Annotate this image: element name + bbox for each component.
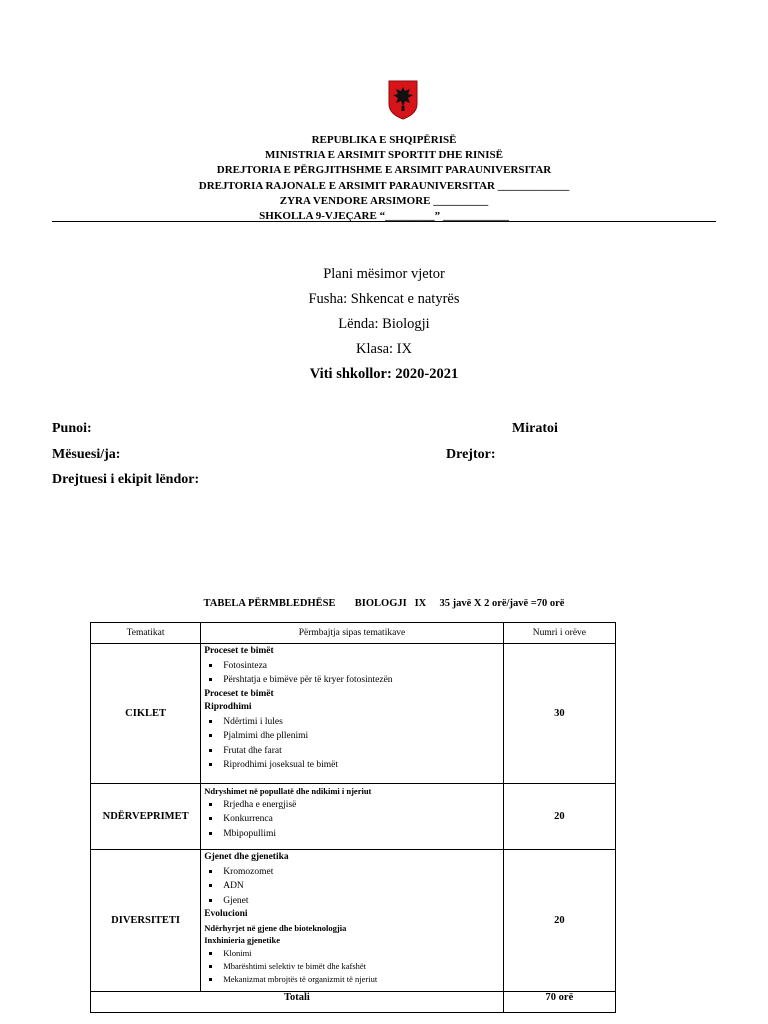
coat-of-arms-icon: [388, 80, 418, 120]
summary-table-title: [0, 598, 768, 609]
content-heading: Proceset te bimët: [204, 688, 274, 699]
content-heading: Ndërhyrjet në gjene dhe bioteknologjia: [204, 922, 347, 933]
hours-cell: 20: [503, 784, 615, 850]
content-cell: [201, 644, 504, 784]
subject-title: Lënda: Biologji: [338, 316, 430, 332]
field-title: Fusha: Shkencat e natyrës: [308, 291, 460, 307]
hours-cell: 20: [503, 850, 615, 992]
list-item: Konkurrenca: [206, 812, 500, 827]
plan-title: Plani mësimor vjetor: [323, 266, 445, 282]
list-item: Mbipopullimi: [206, 827, 500, 842]
list-item: Frutat dhe farat: [206, 744, 500, 759]
signature-teacher: Mësuesi/ja:: [52, 447, 121, 462]
list-item: Mbarështimi selektiv te bimët dhe kafshët: [206, 960, 500, 973]
header-divider: [52, 221, 716, 222]
content-list: [204, 798, 500, 842]
table-row: [91, 850, 616, 992]
summary-formula: 35 javë X 2 orë/javë =70 orë: [439, 598, 565, 609]
content-heading: Riprodhimi: [204, 702, 252, 712]
list-item: Fotosinteza: [206, 659, 500, 674]
signature-team-leader: Drejtuesi i ekipit lëndor:: [52, 472, 200, 487]
content-list: [204, 865, 500, 909]
institution-header: [0, 133, 768, 224]
signature-miratoi: Miratoi: [512, 421, 558, 436]
list-item: Gjenet: [206, 894, 500, 909]
content-cell: [201, 784, 504, 850]
list-item: Kromozomet: [206, 865, 500, 880]
table-row: [91, 644, 616, 784]
hours-cell: 30: [503, 644, 615, 784]
content-heading: Gjenet dhe gjenetika: [204, 852, 289, 862]
list-item: Rrjedha e energjisë: [206, 798, 500, 813]
list-item: Klonimi: [206, 947, 500, 960]
header-topics: Tematikat: [91, 623, 201, 644]
content-list: [204, 947, 500, 986]
list-item: Përshtatja e bimëve për të kryer fotosintezën: [206, 673, 500, 688]
table-total-row: [91, 992, 616, 1013]
header-line-regional-directorate: DREJTORIA RAJONALE E ARSIMIT PARAUNIVERSITAR _____________: [198, 179, 570, 192]
content-list: [204, 715, 500, 773]
topic-cell: CIKLET: [91, 644, 201, 784]
signature-director: Drejtor:: [446, 447, 496, 462]
class-title: Klasa: IX: [356, 341, 412, 357]
list-item: Ndërtimi i lules: [206, 715, 500, 730]
header-line-general-directorate: DREJTORIA E PËRGJITHSHME E ARSIMIT PARAUNIVERSITAR: [216, 164, 552, 177]
header-line-local-office: ZYRA VENDORE ARSIMORE __________: [279, 194, 489, 207]
content-heading: Inxhinieria gjenetike: [204, 935, 280, 945]
header-line-ministry: MINISTRIA E ARSIMIT SPORTIT DHE RINISË: [265, 149, 503, 162]
plan-title-block: [0, 262, 768, 387]
school-year-title: Viti shkollor: 2020-2021: [309, 366, 459, 382]
header-line-republic: REPUBLIKA E SHQIPËRISË: [311, 134, 457, 146]
table-row: [91, 784, 616, 850]
list-item: ADN: [206, 879, 500, 894]
total-hours: 70 orë: [503, 992, 615, 1013]
signature-punoi: Punoi:: [52, 421, 92, 436]
table-header-row: [91, 623, 616, 644]
header-line-school: SHKOLLA 9-VJEÇARE “_________” ____________: [259, 210, 509, 223]
total-label: Totali: [91, 992, 504, 1013]
content-heading: Proceset te bimët: [204, 646, 274, 656]
content-heading: Evolucioni: [204, 909, 248, 919]
list-item: Riprodhimi joseksual te bimët: [206, 758, 500, 773]
topic-cell: NDËRVEPRIMET: [91, 784, 201, 850]
list-item: Pjalmimi dhe pllenimi: [206, 729, 500, 744]
list-item: Mekanizmat mbrojtës të organizmit të njeriut: [206, 973, 500, 986]
content-list: [204, 659, 500, 688]
content-cell: [201, 850, 504, 992]
summary-subject: BIOLOGJI IX: [354, 598, 427, 609]
summary-title-text: TABELA PËRMBLEDHËSE: [203, 598, 336, 609]
topic-cell: DIVERSITETI: [91, 850, 201, 992]
summary-table: [90, 622, 616, 1013]
header-hours: Numri i orëve: [503, 623, 615, 644]
content-heading: Ndryshimet në popullatë dhe ndikimi i njeriut: [204, 786, 372, 796]
header-content: Përmbajtja sipas tematikave: [201, 623, 504, 644]
